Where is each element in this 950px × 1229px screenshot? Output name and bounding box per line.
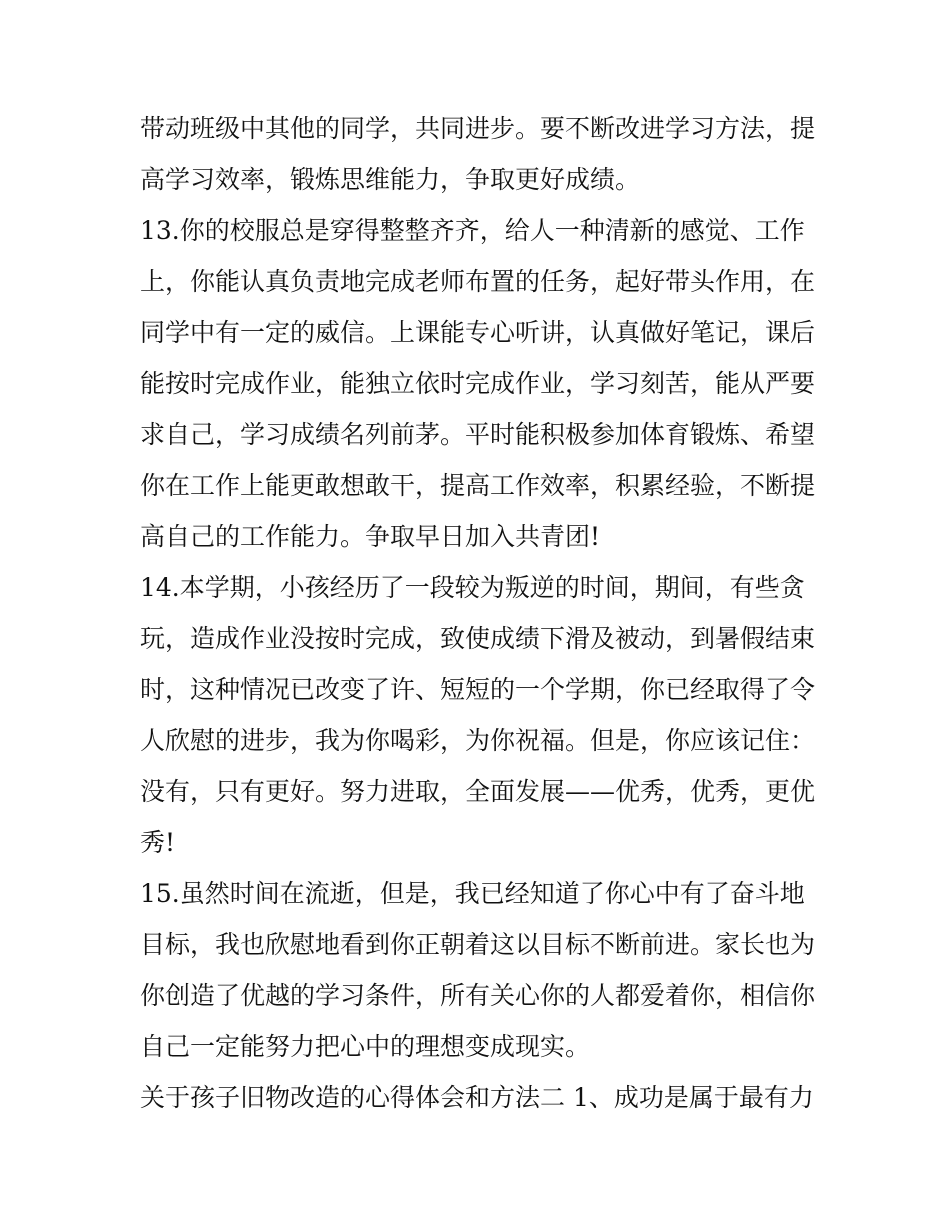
text-line: 没有，只有更好。努力进取，全面发展——优秀，优秀，更优 bbox=[140, 777, 816, 806]
text-line: 14.本学期，小孩经历了一段较为叛逆的时间，期间，有些贪 bbox=[140, 573, 805, 602]
text-line: 求自己，学习成绩名列前茅。平时能积极参加体育锻炼、希望 bbox=[140, 420, 816, 449]
text-line: 13.你的校服总是穿得整整齐齐，给人一种清新的感觉、工作 bbox=[140, 216, 805, 245]
text-line: 人欣慰的进步，我为你喝彩，为你祝福。但是，你应该记住： bbox=[140, 726, 816, 755]
text-line: 高学习效率，锻炼思维能力，争取更好成绩。 bbox=[140, 165, 641, 194]
text-line: 目标，我也欣慰地看到你正朝着这以目标不断前进。家长也为 bbox=[140, 930, 816, 959]
text-line: 15.虽然时间在流逝，但是，我已经知道了你心中有了奋斗地 bbox=[140, 879, 805, 908]
text-line: 高自己的工作能力。争取早日加入共青团! bbox=[140, 522, 601, 551]
text-line: 时，这种情况已改变了许、短短的一个学期，你已经取得了令 bbox=[140, 675, 816, 704]
text-line: 你创造了优越的学习条件，所有关心你的人都爱着你，相信你 bbox=[140, 981, 816, 1010]
document-body bbox=[140, 103, 820, 1123]
text-line: 能按时完成作业，能独立依时完成作业，学习刻苦，能从严要 bbox=[140, 369, 816, 398]
text-line: 自己一定能努力把心中的理想变成现实。 bbox=[140, 1032, 591, 1061]
text-line: 上，你能认真负责地完成老师布置的任务，起好带头作用，在 bbox=[140, 267, 816, 296]
text-line: 玩，造成作业没按时完成，致使成绩下滑及被动，到暑假结束 bbox=[140, 624, 816, 653]
text-line: 关于孩子旧物改造的心得体会和方法二 1、成功是属于最有力 bbox=[140, 1083, 814, 1112]
text-line: 同学中有一定的威信。上课能专心听讲，认真做好笔记，课后 bbox=[140, 318, 816, 347]
text-line: 你在工作上能更敢想敢干，提高工作效率，积累经验，不断提 bbox=[140, 471, 816, 500]
text-line: 秀! bbox=[140, 828, 176, 857]
text-line: 带动班级中其他的同学，共同进步。要不断改进学习方法，提 bbox=[140, 114, 816, 143]
